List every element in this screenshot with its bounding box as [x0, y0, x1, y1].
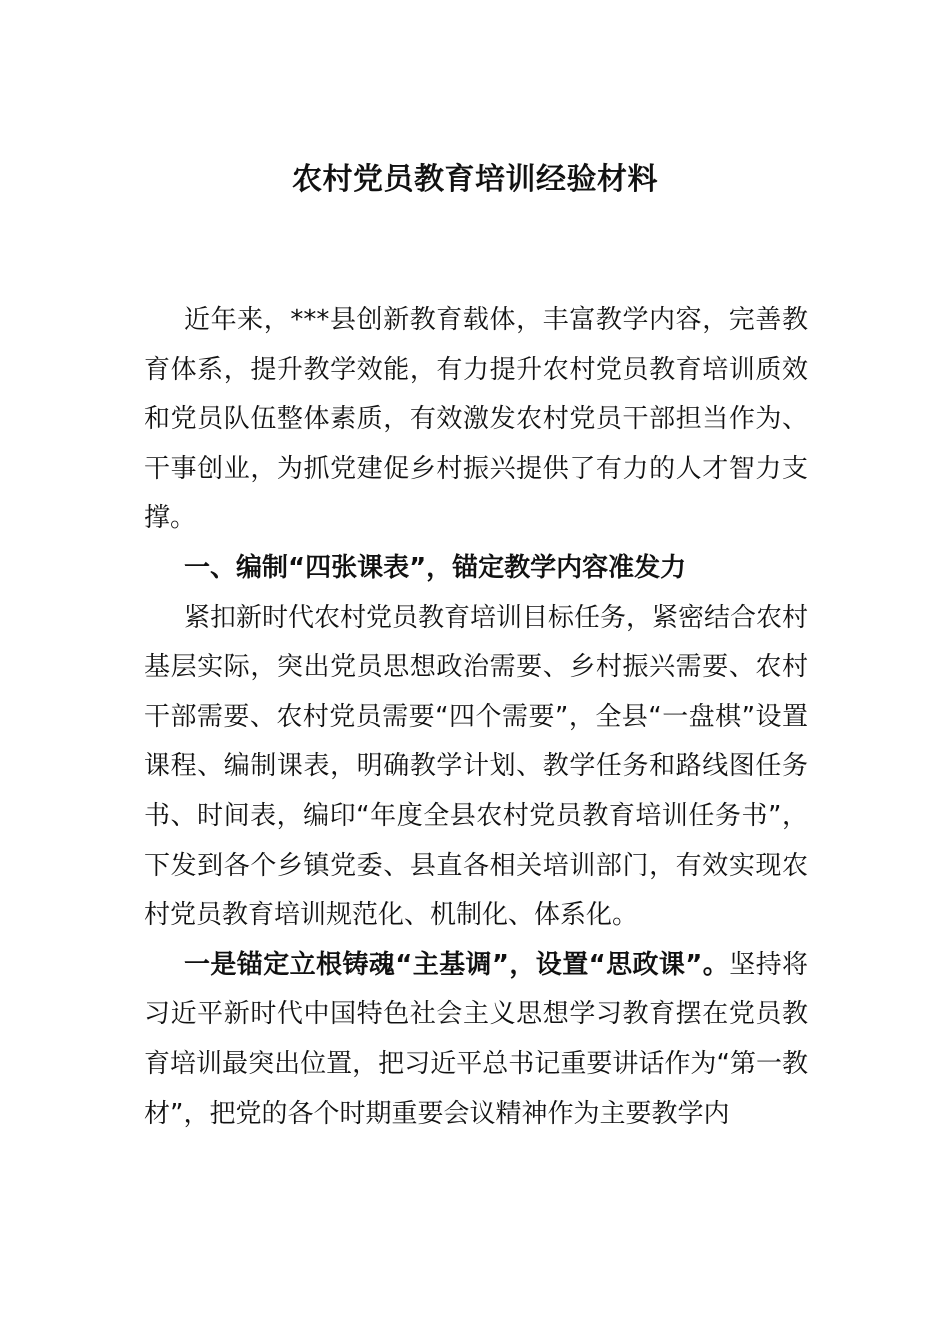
section-heading-1: 一、编制“四张课表”，锚定教学内容准发力: [184, 552, 687, 583]
point-1-lead: 一是锚定立根铸魂“主基调”，设置“思政课”。: [184, 949, 730, 980]
document-title: 农村党员教育培训经验材料: [292, 162, 658, 197]
point-1-paragraph: [144, 941, 808, 1139]
intro-paragraph: 近年来，***县创新教育载体，丰富教学内容，完善教育体系，提升教学效能，有力提升农村党员教育培训质效和党员队伍整体素质，有效激发农村党员干部担当作为、干事创业，为抓党建促乡村振兴提供了有力的人才智力支撑。: [144, 305, 808, 534]
section-1-paragraph: 紧扣新时代农村党员教育培训目标任务，紧密结合农村基层实际，突出党员思想政治需要、乡村振兴需要、农村干部需要、农村党员需要“四个需要”，全县“一盘棋”设置课程、编制课表，明确教学计划、教学任务和路线图任务书、时间表，编印“年度全县农村党员教育培训任务书”，下发到各个乡镇党委、县直各相关培训部门，有效实现农村党员教育培训规范化、机制化、体系化。: [144, 602, 809, 931]
document-body: [144, 296, 808, 1139]
point-1-text: 坚持将习近平新时代中国特色社会主义思想学习教育摆在党员教育培训最突出位置，把习近平总书记重要讲话作为“第一教材”，把党的各个时期重要会议精神作为主要教学内: [144, 949, 808, 1129]
